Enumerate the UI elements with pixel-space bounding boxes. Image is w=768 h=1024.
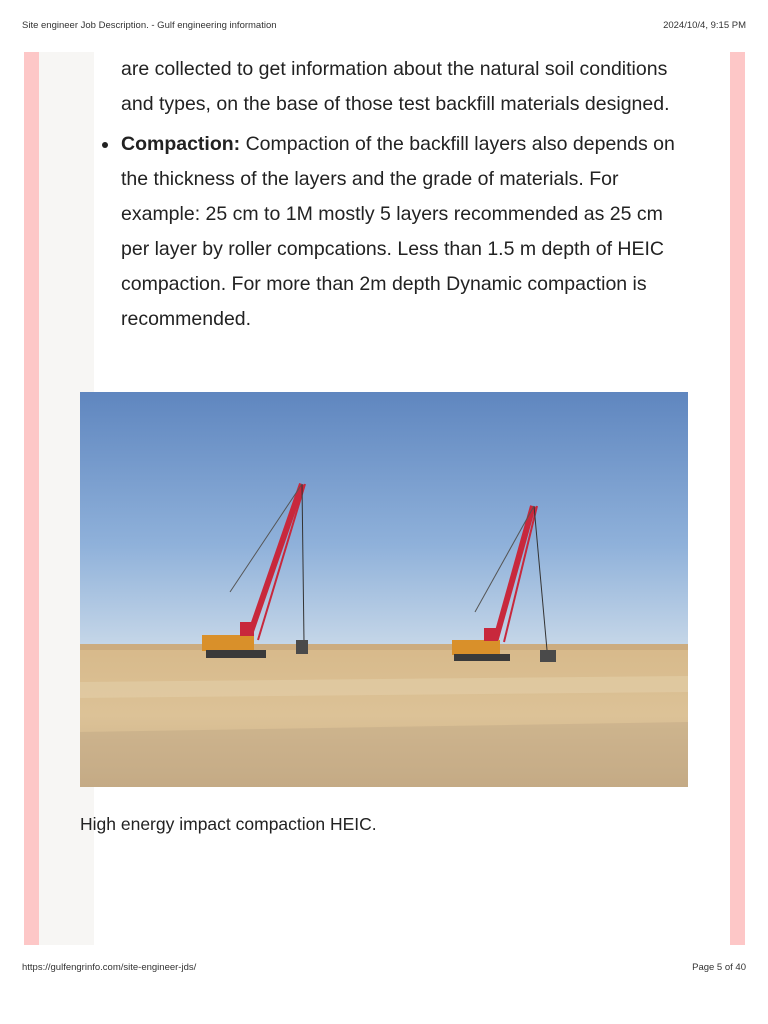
footer-page-number: Page 5 of 40: [692, 962, 746, 973]
bullet-icon: [102, 142, 108, 148]
header-timestamp: 2024/10/4, 9:15 PM: [663, 20, 746, 31]
page-footer: [22, 962, 746, 973]
list-item-compaction: [121, 127, 696, 337]
continuation-paragraph: are collected to get information about the natural soil conditions and types, on the base of those test backfill materials designed.: [121, 58, 670, 115]
header-title: Site engineer Job Description. - Gulf engineering information: [22, 20, 277, 31]
footer-url[interactable]: https://gulfengrinfo.com/site-engineer-jds/: [22, 962, 197, 973]
page-header: [22, 20, 746, 31]
bullet-term: Compaction:: [121, 133, 241, 155]
right-accent-bar: [730, 52, 745, 945]
heic-cranes-photo: [80, 392, 688, 787]
article-content: [121, 52, 696, 337]
sky: [80, 392, 688, 647]
bullet-text: Compaction of the backfill layers also depends on the thickness of the layers and the grade of materials. For example: 25 cm to 1M mostly 5 layers recommended as 25 cm per layer by roller compcations. Less than 1.5 m depth of HEIC compaction. For more than 2m depth Dynamic compaction is recommended.: [121, 133, 675, 330]
figure-caption: High energy impact compaction HEIC.: [80, 814, 377, 834]
left-accent-bar: [24, 52, 39, 945]
